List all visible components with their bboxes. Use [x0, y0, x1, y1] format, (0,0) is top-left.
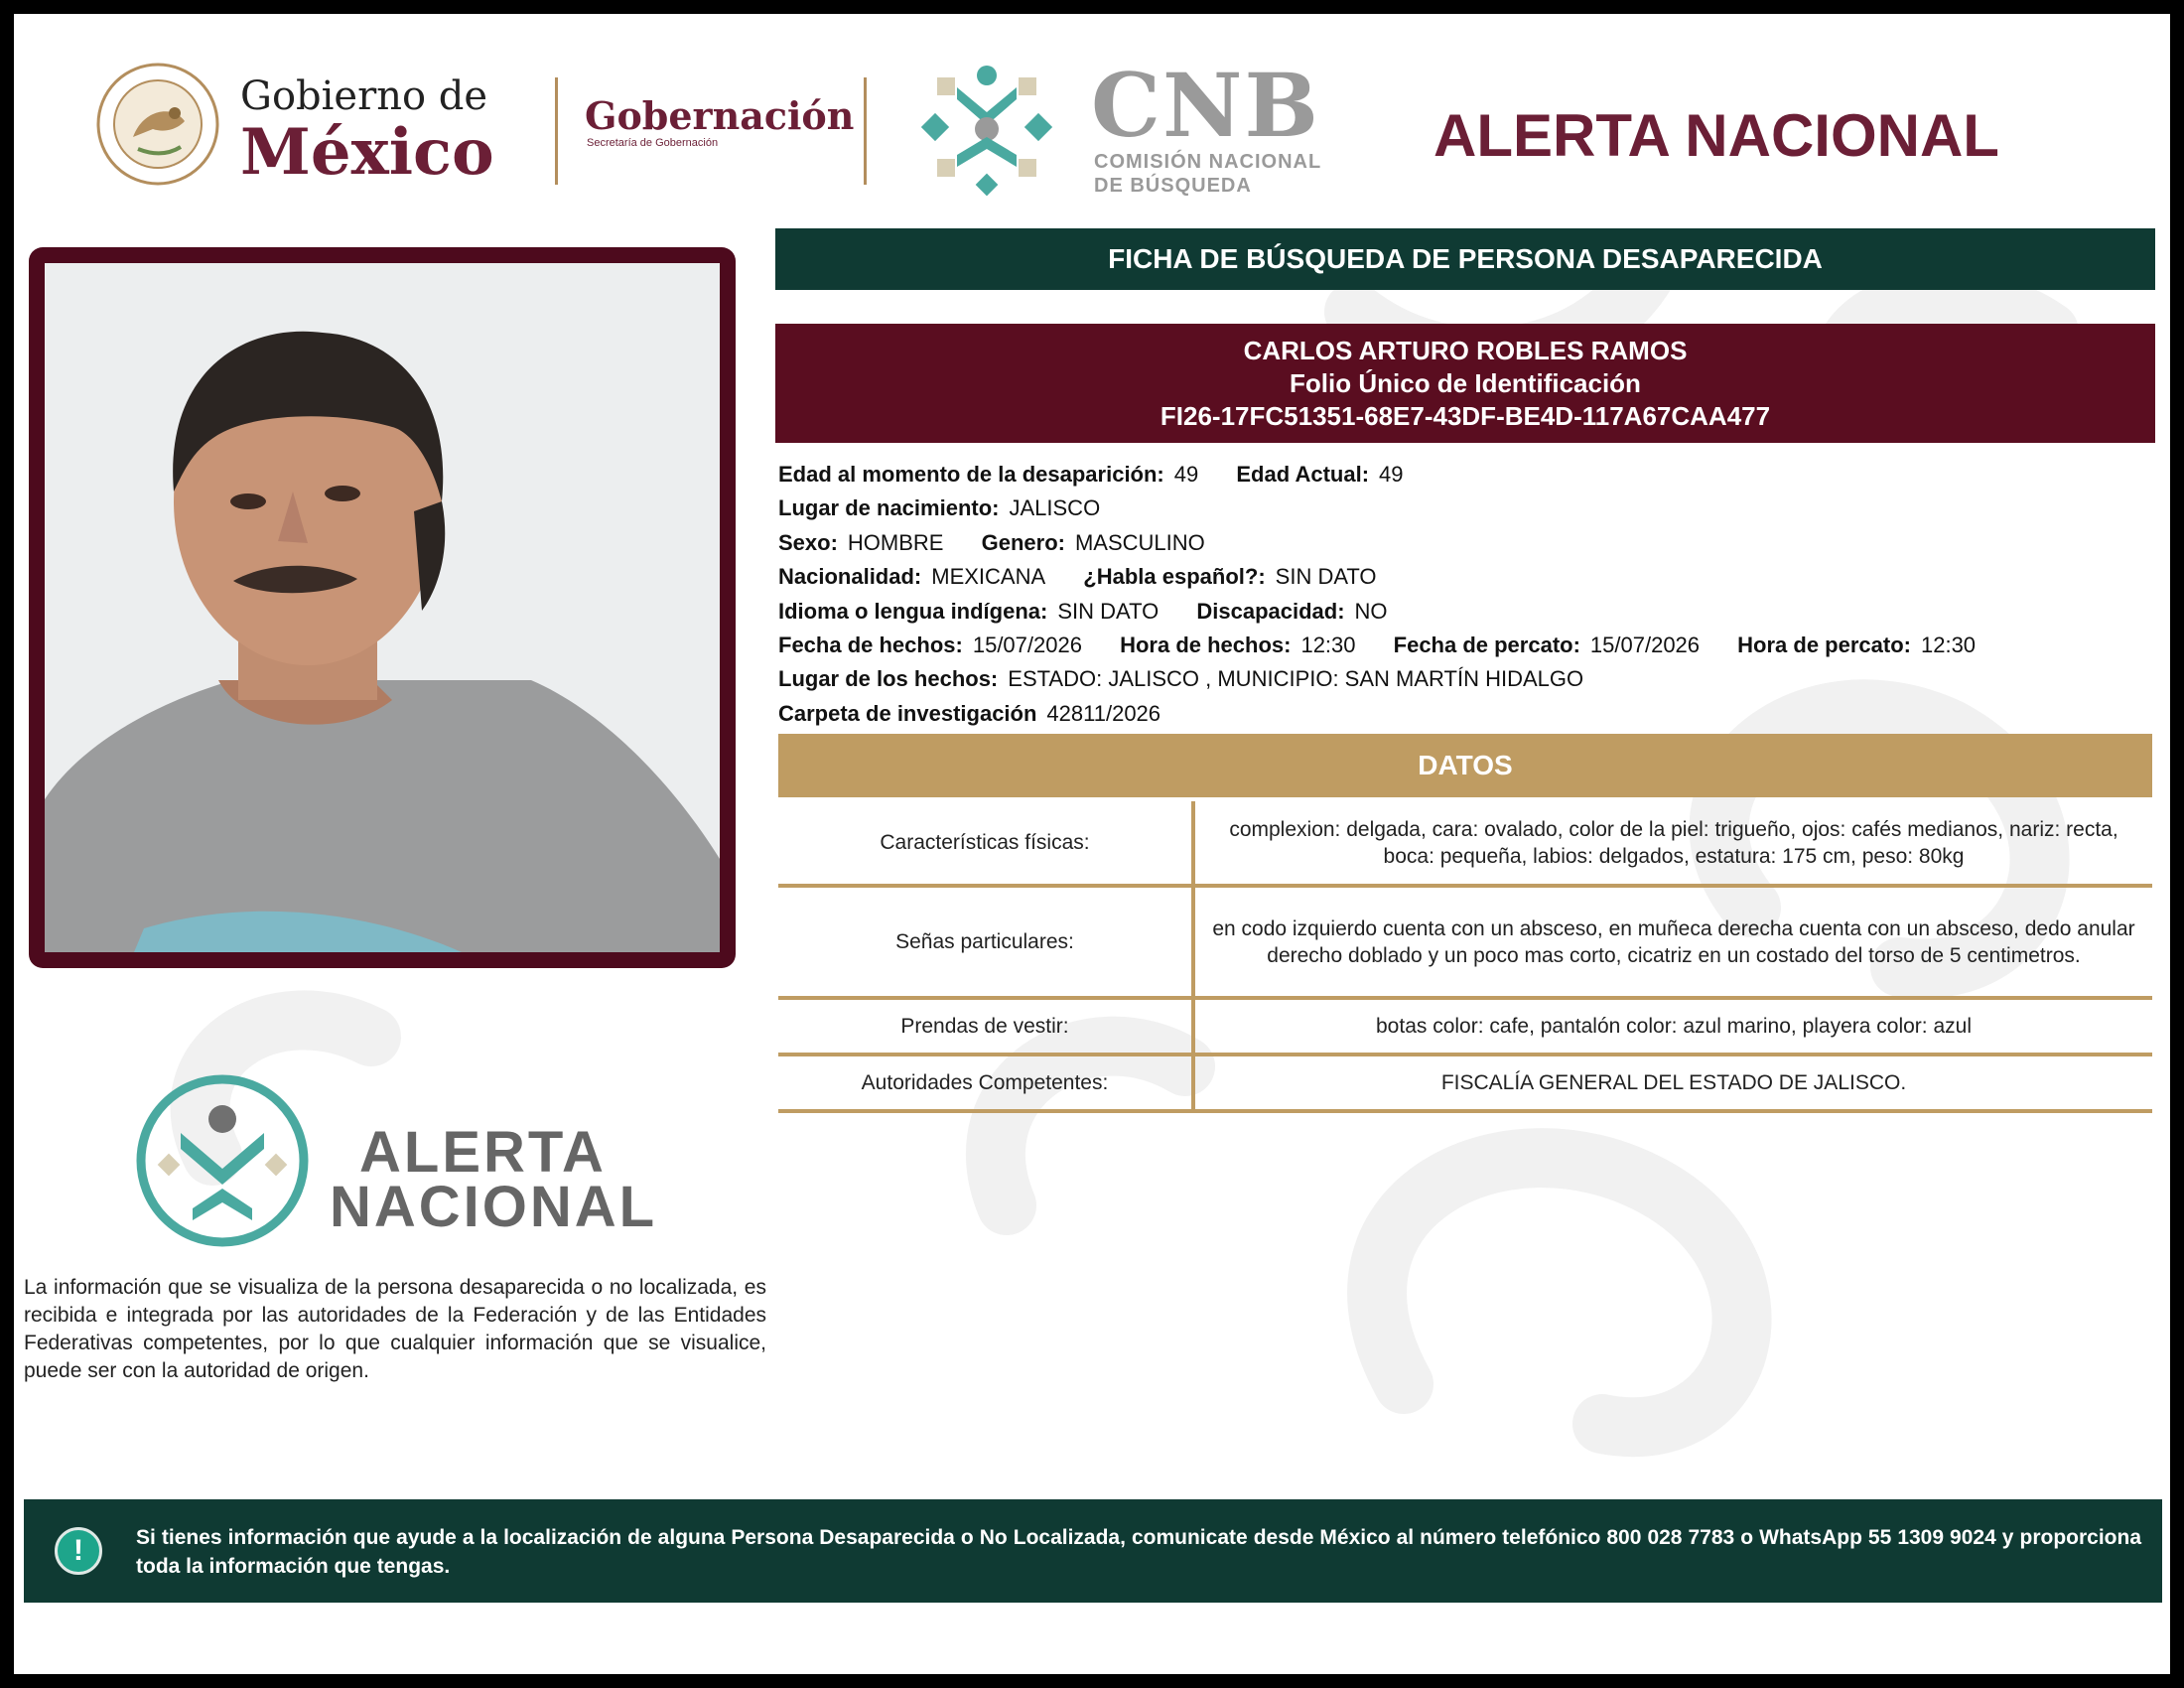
cnb-wordmark: CNB: [1091, 54, 1320, 157]
edad-actual-label: Edad Actual:: [1236, 462, 1370, 487]
datos-value: complexion: delgada, cara: ovalado, color de la piel: trigueño, ojos: cafés medianos, nariz: recta, boca: pequeña, labios: delgados, estatura: 175 cm, peso: 80kg: [1193, 801, 2152, 886]
datos-key: Señas particulares:: [778, 886, 1193, 998]
discapacidad-value: NO: [1354, 598, 1388, 624]
datos-key: Prendas de vestir:: [778, 998, 1193, 1055]
fecha-hechos-value: 15/07/2026: [972, 632, 1082, 657]
discapacidad-label: Discapacidad:: [1196, 598, 1345, 624]
nacionalidad-label: Nacionalidad:: [778, 564, 922, 590]
nacionalidad-value: MEXICANA: [931, 564, 1046, 590]
contact-footer: [24, 1499, 2162, 1603]
table-row: [778, 1055, 2152, 1111]
info-row-carpeta: [778, 697, 2158, 731]
header-divider: [864, 77, 867, 185]
info-row-idioma: [778, 595, 2158, 629]
footer-contact-text: Si tienes información que ayude a la localización de alguna Persona Desaparecida o No Localizada, comunicate desde México al número telefónico 800 028 7783 o WhatsApp 55 1309 9024 y proporciona toda la información que tengas.: [136, 1526, 2141, 1578]
datos-header: DATOS: [778, 734, 2152, 797]
person-header-band: [775, 324, 2155, 443]
hora-hechos-value: 12:30: [1300, 632, 1356, 657]
genero-value: MASCULINO: [1074, 529, 1205, 555]
folio-label: Folio Único de Identificación: [1290, 367, 1641, 398]
person-info: [778, 458, 2158, 731]
gobierno-line2: México: [240, 115, 494, 190]
search-sheet: [14, 14, 2170, 1674]
alerta-nacional-emblem-icon: [133, 1071, 312, 1250]
cnb-subtitle-line1: COMISIÓN NACIONAL: [1094, 151, 1322, 173]
coat-of-arms-seal-icon: [93, 60, 222, 189]
lugar-nacimiento-label: Lugar de nacimiento:: [778, 495, 1000, 521]
carpeta-label: Carpeta de investigación: [778, 700, 1037, 726]
datos-value: en codo izquierdo cuenta con un absceso, en muñeca derecha cuenta con un absceso, dedo anular derecho doblado y un poco mas corto, cicatriz en un costado del torso de 5 centimetros.: [1193, 886, 2152, 998]
exclamation-icon: !: [55, 1527, 102, 1575]
lugar-nacimiento-value: JALISCO: [1009, 495, 1101, 521]
hora-percato-value: 12:30: [1920, 632, 1977, 657]
gobierno-line1: Gobierno de: [240, 73, 488, 119]
info-row-nacimiento: [778, 492, 2158, 525]
fecha-percato-value: 15/07/2026: [1589, 632, 1701, 657]
lugar-hechos-label: Lugar de los hechos:: [778, 666, 999, 692]
person-photo: [45, 263, 720, 952]
header-divider: [555, 77, 558, 185]
info-row-sexo: [778, 526, 2158, 560]
datos-value: FISCALÍA GENERAL DEL ESTADO DE JALISCO.: [1193, 1055, 2152, 1111]
habla-espanol-label: ¿Habla español?:: [1083, 564, 1266, 590]
ficha-title-band: FICHA DE BÚSQUEDA DE PERSONA DESAPARECIDA: [775, 228, 2155, 290]
header: [14, 14, 2170, 212]
datos-value: botas color: cafe, pantalón color: azul marino, playera color: azul: [1193, 998, 2152, 1055]
info-row-nacionalidad: [778, 560, 2158, 594]
alerta-nacional-title: ALERTA NACIONAL: [1433, 102, 1999, 169]
cnb-emblem-icon: [897, 38, 1076, 216]
alerta-logo-line1: ALERTA: [359, 1120, 607, 1185]
info-row-edad: [778, 458, 2158, 492]
photo-frame: [29, 247, 736, 968]
gobernacion-logo-text: Gobernación: [585, 93, 855, 138]
edad-desaparicion-label: Edad al momento de la desaparición:: [778, 462, 1164, 487]
idioma-value: SIN DATO: [1057, 598, 1160, 624]
edad-actual-value: 49: [1379, 462, 1404, 487]
fecha-percato-label: Fecha de percato:: [1393, 632, 1580, 657]
datos-key: Características físicas:: [778, 801, 1193, 886]
sexo-value: HOMBRE: [847, 529, 944, 555]
alerta-logo-line2: NACIONAL: [330, 1175, 658, 1239]
fecha-hechos-label: Fecha de hechos:: [778, 632, 963, 657]
disclaimer-text: La información que se visualiza de la persona desaparecida o no localizada, es recibida e integrada por las autoridades de la Federación y de las Entidades Federativas competentes, por lo que cualquier información que se visualice, puede ser con la autoridad de origen.: [24, 1276, 766, 1382]
hora-percato-label: Hora de percato:: [1737, 632, 1911, 657]
edad-desaparicion-value: 49: [1173, 462, 1199, 487]
lugar-hechos-value: ESTADO: JALISCO , MUNICIPIO: SAN MARTÍN HIDALGO: [1008, 666, 1584, 692]
genero-label: Genero:: [981, 529, 1065, 555]
table-row: [778, 801, 2152, 886]
sexo-label: Sexo:: [778, 529, 838, 555]
folio-number: FI26-17FC51351-68E7-43DF-BE4D-117A67CAA477: [1160, 400, 1771, 431]
idioma-label: Idioma o lengua indígena:: [778, 598, 1048, 624]
datos-table: [778, 801, 2152, 1113]
table-row: [778, 998, 2152, 1055]
info-row-lugar-hechos: [778, 662, 2158, 696]
carpeta-value: 42811/2026: [1046, 700, 1161, 726]
table-row: [778, 886, 2152, 998]
person-name: CARLOS ARTURO ROBLES RAMOS: [1243, 335, 1688, 365]
cnb-subtitle-line2: DE BÚSQUEDA: [1094, 175, 1252, 197]
info-row-fechas: [778, 629, 2158, 662]
hora-hechos-label: Hora de hechos:: [1120, 632, 1292, 657]
gobernacion-subtitle: Secretaría de Gobernación: [587, 137, 719, 149]
habla-espanol-value: SIN DATO: [1275, 564, 1377, 590]
datos-key: Autoridades Competentes:: [778, 1055, 1193, 1111]
